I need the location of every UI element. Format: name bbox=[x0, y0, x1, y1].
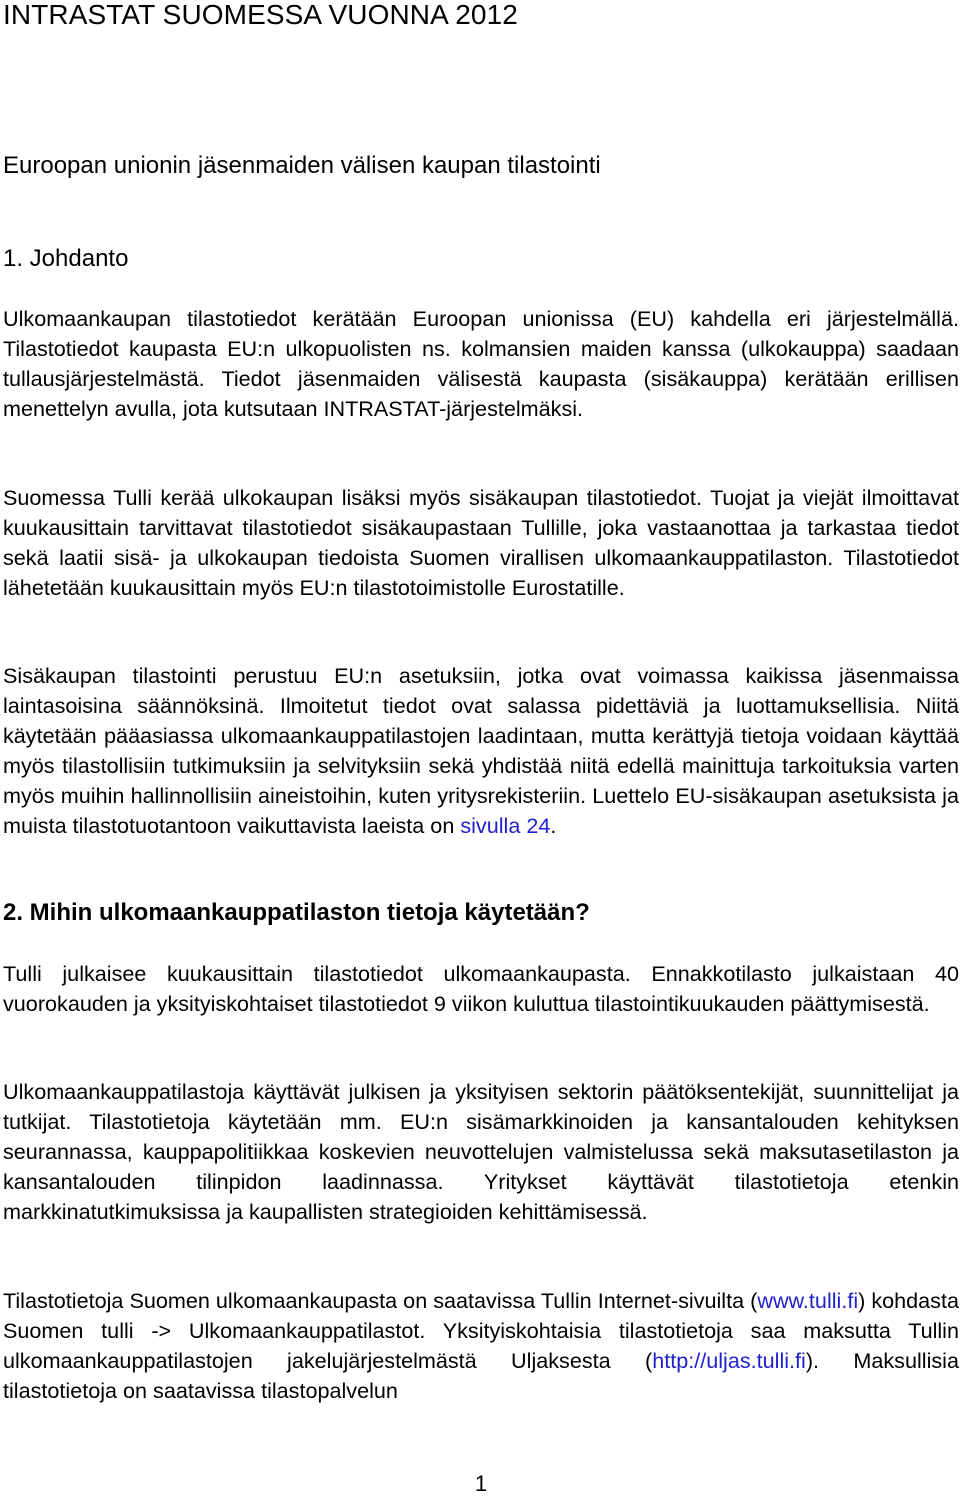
paragraph-text: Tilastotietoja Suomen ulkomaankaupasta on saatavissa Tullin Internet-sivuilta ( bbox=[3, 1288, 758, 1313]
section-heading-johdanto: 1. Johdanto bbox=[3, 245, 129, 272]
paragraph-intro-3 bbox=[3, 661, 959, 841]
paragraph-intro-1: Ulkomaankaupan tilastotiedot kerätään Euroopan unionissa (EU) kahdella eri järjestelmällä. Tilastotiedot kaupasta EU:n ulkopuolisten ns. kolmansien maiden kanssa (ulkokauppa) saadaan tullausjärjestelmästä. Tiedot jäsenmaiden välisestä kaupasta (sisäkauppa) kerätään erillisen menettelyn avulla, jota kutsutaan INTRASTAT-järjestelmäksi. bbox=[3, 306, 959, 421]
page-number-text: 1 bbox=[474, 1471, 488, 1496]
document-title: INTRASTAT SUOMESSA VUONNA 2012 bbox=[3, 0, 518, 30]
paragraph-usage-3 bbox=[3, 1286, 959, 1406]
paragraph-text: ) kohdasta Suomen tulli -> Ulkomaankauppatilastot. Yksityiskohtaisia tilastotietoja saa maksutta Tullin ulkomaankauppatilastojen jakelujärjestelmästä Uljaksesta ( bbox=[3, 1288, 959, 1373]
uljas-website-link[interactable]: http://uljas.tulli.fi bbox=[652, 1348, 806, 1373]
paragraph-intro-2: Suomessa Tulli kerää ulkokaupan lisäksi myös sisäkaupan tilastotiedot. Tuojat ja viejät ilmoittavat kuukausittain tarvittavat tilastotiedot sisäkaupastaan Tullille, joka vastaanottaa ja tarkastaa tiedot sekä laatii sisä- ja ulkokaupan tiedoista Suomen virallisen ulkomaankauppatilaston. Tilastotiedot lähetetään kuukausittain myös EU:n tilastotoimistolle Eurostatille. bbox=[3, 485, 959, 600]
page-number bbox=[0, 1470, 960, 1498]
paragraph-text: ). Maksullisia tilastotietoja on saatavissa tilastopalvelun bbox=[3, 1348, 959, 1403]
page-reference-link[interactable]: sivulla 24 bbox=[460, 813, 551, 838]
paragraph-usage-1: Tulli julkaisee kuukausittain tilastotiedot ulkomaankaupasta. Ennakkotilasto julkaistaan 40 vuorokauden ja yksityiskohtaiset tilastotiedot 9 viikon kuluttua tilastointikuukauden päättymisestä. bbox=[3, 961, 959, 1016]
paragraph-usage-2: Ulkomaankauppatilastoja käyttävät julkisen ja yksityisen sektorin päätöksentekijät, suunnittelijat ja tutkijat. Tilastotietoja käytetään mm. EU:n sisämarkkinoiden ja kansantalouden kehityksen seurannassa, kauppapolitiikkaa koskevien neuvottelujen valmistelussa sekä maksutasetilaston ja kansantalouden tilinpidon laadinnassa. Yritykset käyttävät tilastotietoja etenkin markkinatutkimuksissa ja kaupallisten strategioiden kehittämisessä. bbox=[3, 1079, 959, 1224]
paragraph-text: Sisäkaupan tilastointi perustuu EU:n asetuksiin, jotka ovat voimassa kaikissa jäsenmaissa laintasoisina säännöksinä. Ilmoitetut tiedot ovat salassa pidettäviä ja luottamuksellisia. Niitä käytetään pääasiassa ulkomaankauppatilastojen laadintaan, mutta kerättyjä tietoja voidaan käyttää myös tilastollisiin tutkimuksiin ja selvityksiin sekä yhdistää niitä edellä mainittuja tarkoituksia varten myös muihin hallinnollisiin aineistoihin, kuten yritysrekisteriin. Luettelo EU-sisäkaupan asetuksista ja muista tilastotuotantoon vaikuttavista laeista on bbox=[3, 663, 959, 838]
paragraph-text: . bbox=[550, 813, 557, 838]
section-heading-usage: 2. Mihin ulkomaankauppatilaston tietoja käytetään? bbox=[3, 899, 590, 926]
document-subtitle: Euroopan unionin jäsenmaiden välisen kaupan tilastointi bbox=[3, 152, 601, 179]
tulli-website-link[interactable]: www.tulli.fi bbox=[757, 1288, 859, 1313]
